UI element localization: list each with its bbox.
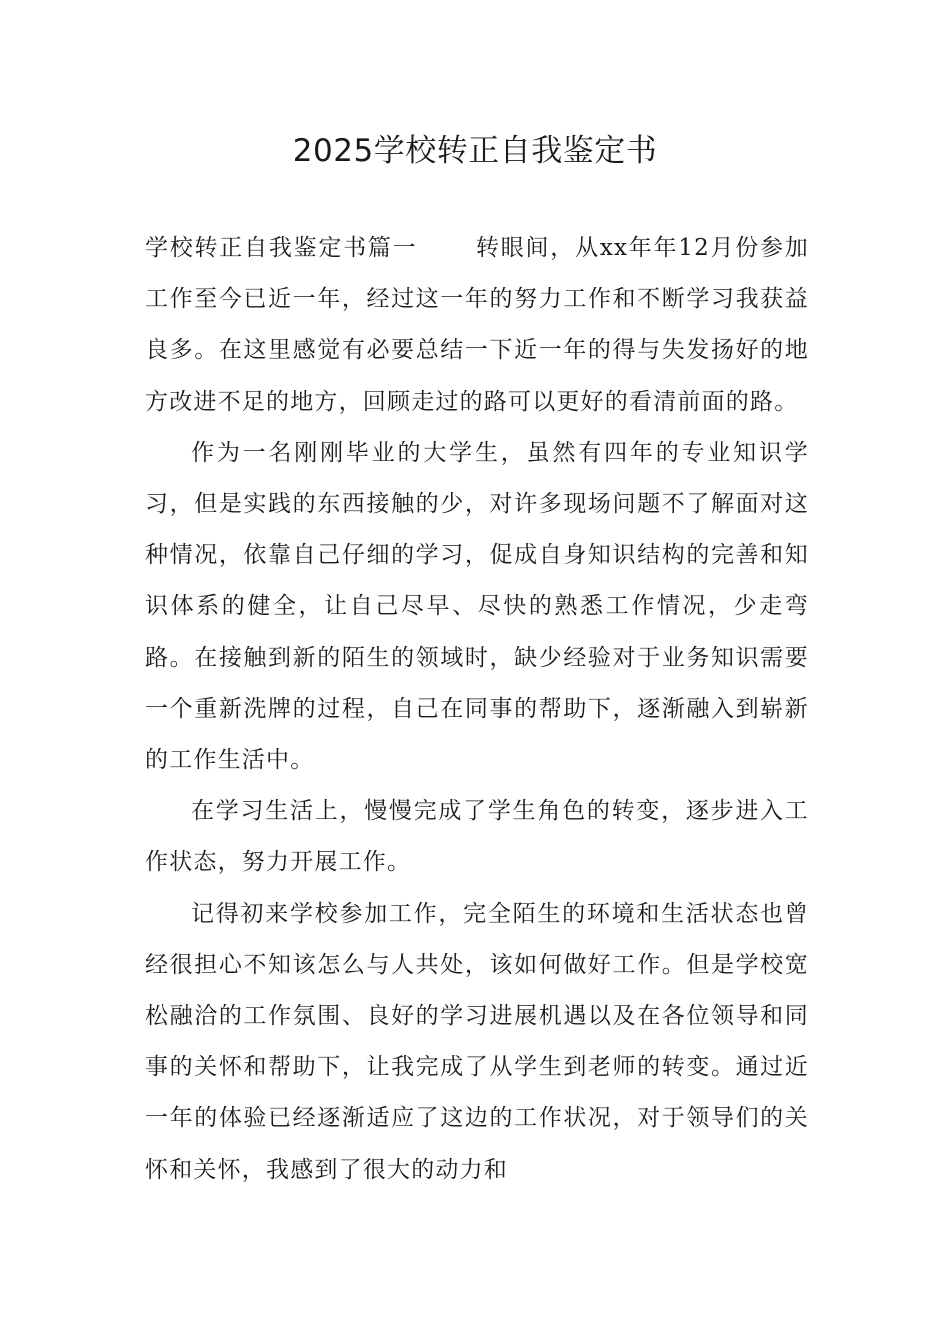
document-title: 2025学校转正自我鉴定书 xyxy=(292,133,658,169)
paragraph-3: 在学习生活上，慢慢完成了学生角色的转变，逐步进入工作状态，努力开展工作。 xyxy=(145,798,809,876)
paragraph-4: 记得初来学校参加工作，完全陌生的环境和生活状态也曾经很担心不知该怎么与人共处，该如何做好工作。但是学校宽松融洽的工作氛围、良好的学习进展机遇以及在各位领导和同事的关怀和帮助下，让我完成了从学生到老师的转变。通过近一年的体验已经逐渐适应了这边的工作状况，对于领导们的关怀和关怀，我感到了很大的动力和 xyxy=(145,900,809,1183)
section-heading: 学校转正自我鉴定书篇一 xyxy=(145,235,418,261)
document-body xyxy=(145,223,809,1196)
paragraph-1-text: 转眼间，从xx年年12月份参加工作至今已近一年，经过这一年的努力工作和不断学习我获益良多。在这里感觉有必要总结一下近一年的得与失发扬好的地方改进不足的地方，回顾走过的路可以更好的看清前面的路。 xyxy=(145,235,810,415)
paragraph-2: 作为一名刚刚毕业的大学生，虽然有四年的专业知识学习，但是实践的东西接触的少，对许多现场问题不了解面对这种情况，依靠自己仔细的学习，促成自身知识结构的完善和知识体系的健全，让自己尽早、尽快的熟悉工作情况，少走弯路。在接触到新的陌生的领域时，缺少经验对于业务知识需要一个重新洗牌的过程，自己在同事的帮助下，逐渐融入到崭新的工作生活中。 xyxy=(145,439,809,774)
paragraph-1 xyxy=(145,223,809,428)
